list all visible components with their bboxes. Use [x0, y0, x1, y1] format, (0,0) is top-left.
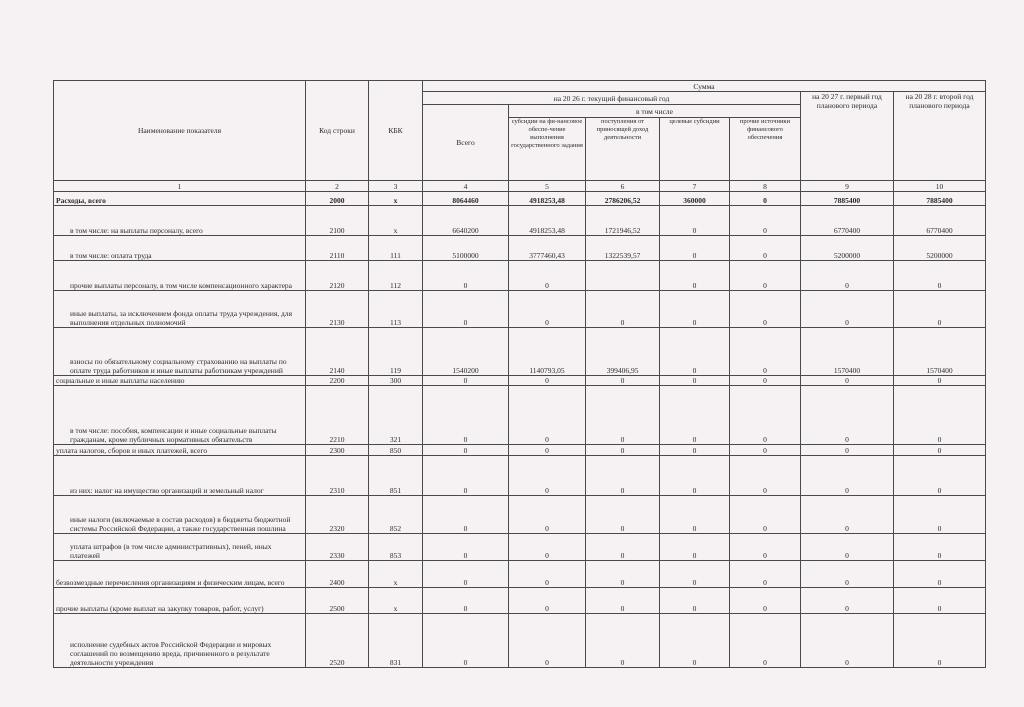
column-number: 6 — [586, 181, 660, 192]
row-kbk: 300 — [369, 376, 423, 386]
row-value: 0 — [660, 328, 730, 376]
row-value: 0 — [894, 445, 986, 456]
row-value: 1140793,05 — [509, 328, 586, 376]
row-value: 0 — [660, 445, 730, 456]
row-value: 1570400 — [894, 328, 986, 376]
row-value: 0 — [801, 561, 894, 588]
row-kbk: 119 — [369, 328, 423, 376]
row-value: 0 — [586, 456, 660, 496]
row-kbk: x — [369, 206, 423, 236]
column-number: 7 — [660, 181, 730, 192]
row-kbk: 853 — [369, 534, 423, 561]
row-name: уплата налогов, сборов и иных платежей, всего — [54, 445, 306, 456]
table-row — [54, 561, 986, 588]
row-value: 6770400 — [894, 206, 986, 236]
column-number: 5 — [509, 181, 586, 192]
column-number: 2 — [306, 181, 369, 192]
header-target-subsidy: целевые субсидии — [660, 118, 730, 181]
row-kbk: 852 — [369, 496, 423, 534]
row-value: 360000 — [660, 192, 730, 206]
row-value: 0 — [801, 386, 894, 445]
row-kbk: 851 — [369, 456, 423, 496]
row-value: 0 — [586, 614, 660, 668]
row-value: 0 — [894, 534, 986, 561]
table-row — [54, 496, 986, 534]
row-value: 6640200 — [423, 206, 509, 236]
row-value: 0 — [660, 261, 730, 291]
row-code: 2120 — [306, 261, 369, 291]
row-value: 0 — [894, 386, 986, 445]
row-value: 0 — [423, 614, 509, 668]
row-value: 0 — [894, 261, 986, 291]
row-code: 2320 — [306, 496, 369, 534]
row-value: 0 — [509, 445, 586, 456]
row-value: 0 — [509, 456, 586, 496]
row-value: 5100000 — [423, 236, 509, 261]
row-value: 7885400 — [801, 192, 894, 206]
header-other-sources: прочие источники финансового обеспечения — [730, 118, 801, 181]
column-number: 8 — [730, 181, 801, 192]
row-value: 0 — [660, 534, 730, 561]
column-number: 4 — [423, 181, 509, 192]
table-row — [54, 534, 986, 561]
row-value: 0 — [423, 588, 509, 614]
row-value: 0 — [730, 614, 801, 668]
row-value: 0 — [801, 496, 894, 534]
row-value: 0 — [586, 376, 660, 386]
row-value: 0 — [509, 496, 586, 534]
row-code: 2100 — [306, 206, 369, 236]
header-subsidy-state-task: субсидии на фи-нансовое обеспе-чение выполнения государственного задания — [509, 118, 586, 181]
row-value: 0 — [586, 534, 660, 561]
row-value: 0 — [660, 561, 730, 588]
row-value: 0 — [660, 206, 730, 236]
row-value: 0 — [801, 534, 894, 561]
row-name: иные налоги (включаемые в состав расходов) в бюджеты бюджетной системы Российской Федерации, а также государственная пошлина — [54, 496, 306, 534]
row-name: взносы по обязательному социальному страхованию на выплаты по оплате труда работников и иные выплаты работникам учреждений — [54, 328, 306, 376]
row-value: 0 — [894, 456, 986, 496]
row-value: 0 — [509, 561, 586, 588]
row-code: 2310 — [306, 456, 369, 496]
row-value: 1540200 — [423, 328, 509, 376]
row-value: 3777460,43 — [509, 236, 586, 261]
row-value: 0 — [586, 445, 660, 456]
row-value: 0 — [730, 496, 801, 534]
table-row — [54, 291, 986, 328]
row-code: 2130 — [306, 291, 369, 328]
row-value: 0 — [801, 261, 894, 291]
row-value: 0 — [509, 588, 586, 614]
table-row — [54, 376, 986, 386]
row-value: 0 — [586, 496, 660, 534]
table-row — [54, 328, 986, 376]
row-value: 8064460 — [423, 192, 509, 206]
header-total: Всего — [423, 105, 509, 181]
row-value: 399406,95 — [586, 328, 660, 376]
row-kbk: 111 — [369, 236, 423, 261]
row-value — [586, 261, 660, 291]
row-value: 0 — [660, 456, 730, 496]
header-kbk: КБК — [369, 81, 423, 181]
table-row — [54, 456, 986, 496]
row-value: 7885400 — [894, 192, 986, 206]
row-value: 0 — [730, 588, 801, 614]
row-value: 0 — [730, 236, 801, 261]
row-name: в том числе: пособия, компенсации и иные социальные выплаты гражданам, кроме публичных нормативных обязательств — [54, 386, 306, 445]
row-value: 0 — [801, 456, 894, 496]
column-numbers-row — [54, 181, 986, 192]
row-value: 0 — [894, 496, 986, 534]
row-code: 2000 — [306, 192, 369, 206]
table-row — [54, 386, 986, 445]
header-including: в том числе — [509, 105, 801, 118]
row-value: 0 — [730, 561, 801, 588]
row-value: 1322539,57 — [586, 236, 660, 261]
row-value: 0 — [509, 261, 586, 291]
row-name: Расходы, всего — [54, 192, 306, 206]
table-row — [54, 261, 986, 291]
row-value: 0 — [660, 236, 730, 261]
row-value: 0 — [660, 376, 730, 386]
row-name: безвозмездные перечисления организациям и физическим лицам, всего — [54, 561, 306, 588]
row-value: 6770400 — [801, 206, 894, 236]
row-value: 0 — [423, 386, 509, 445]
header-sum: Сумма — [423, 81, 986, 92]
row-value: 0 — [730, 534, 801, 561]
row-value: 0 — [801, 376, 894, 386]
header-income-activity: поступления от приносящей доход деятельности — [586, 118, 660, 181]
row-code: 2140 — [306, 328, 369, 376]
row-name: из них: налог на имущество организаций и земельный налог — [54, 456, 306, 496]
row-value: 0 — [509, 291, 586, 328]
row-value: 0 — [801, 588, 894, 614]
row-code: 2210 — [306, 386, 369, 445]
row-value: 0 — [894, 614, 986, 668]
row-value: 0 — [894, 588, 986, 614]
row-value: 0 — [894, 376, 986, 386]
row-value: 0 — [660, 614, 730, 668]
column-number: 3 — [369, 181, 423, 192]
row-value: 0 — [730, 261, 801, 291]
row-kbk: x — [369, 588, 423, 614]
row-value: 0 — [730, 376, 801, 386]
row-value: 0 — [730, 386, 801, 445]
row-value: 0 — [801, 291, 894, 328]
row-value: 0 — [423, 291, 509, 328]
row-code: 2520 — [306, 614, 369, 668]
row-value: 5200000 — [801, 236, 894, 261]
row-name: в том числе: на выплаты персоналу, всего — [54, 206, 306, 236]
row-name: прочие выплаты персоналу, в том числе компенсационного характера — [54, 261, 306, 291]
row-kbk: 112 — [369, 261, 423, 291]
table-row — [54, 614, 986, 668]
row-value: 0 — [509, 386, 586, 445]
header-code: Код строки — [306, 81, 369, 181]
row-name: в том числе: оплата труда — [54, 236, 306, 261]
row-value: 4918253,48 — [509, 192, 586, 206]
row-value: 0 — [509, 534, 586, 561]
row-value: 0 — [423, 261, 509, 291]
row-name: социальные и иные выплаты населению — [54, 376, 306, 386]
row-value: 0 — [423, 534, 509, 561]
row-code: 2300 — [306, 445, 369, 456]
row-value: 0 — [423, 456, 509, 496]
row-value: 0 — [423, 445, 509, 456]
row-value: 0 — [586, 386, 660, 445]
row-value: 0 — [801, 445, 894, 456]
header-year-2028: на 20 28 г. второй год планового периода — [894, 92, 986, 181]
row-value: 5200000 — [894, 236, 986, 261]
row-value: 0 — [730, 456, 801, 496]
row-value: 0 — [660, 588, 730, 614]
table-row — [54, 588, 986, 614]
row-code: 2200 — [306, 376, 369, 386]
row-value: 0 — [730, 206, 801, 236]
row-value: 0 — [509, 376, 586, 386]
row-value: 0 — [730, 291, 801, 328]
row-value: 0 — [586, 561, 660, 588]
header-name: Наименование показателя — [54, 81, 306, 181]
row-value: 1570400 — [801, 328, 894, 376]
row-kbk: x — [369, 192, 423, 206]
column-number: 9 — [801, 181, 894, 192]
row-value: 0 — [894, 561, 986, 588]
row-value: 0 — [660, 496, 730, 534]
row-name: прочие выплаты (кроме выплат на закупку товаров, работ, услуг) — [54, 588, 306, 614]
row-kbk: 113 — [369, 291, 423, 328]
row-value: 0 — [423, 496, 509, 534]
column-number: 1 — [54, 181, 306, 192]
row-code: 2500 — [306, 588, 369, 614]
row-value: 0 — [586, 588, 660, 614]
row-code: 2330 — [306, 534, 369, 561]
column-number: 10 — [894, 181, 986, 192]
row-kbk: 831 — [369, 614, 423, 668]
row-kbk: 850 — [369, 445, 423, 456]
row-name: уплата штрафов (в том числе административных), пеней, иных платежей — [54, 534, 306, 561]
row-value: 0 — [730, 192, 801, 206]
row-kbk: 321 — [369, 386, 423, 445]
table-row — [54, 206, 986, 236]
table-row — [54, 445, 986, 456]
financial-plan-table — [53, 80, 986, 668]
row-value: 2786206,52 — [586, 192, 660, 206]
row-code: 2110 — [306, 236, 369, 261]
row-value: 0 — [423, 561, 509, 588]
row-name: исполнение судебных актов Российской Федерации и мировых соглашений по возмещению вреда, причиненного в результате деятельности учреждения — [54, 614, 306, 668]
table-row — [54, 192, 986, 206]
row-name: иные выплаты, за исключением фонда оплаты труда учреждения, для выполнения отдельных полномочий — [54, 291, 306, 328]
row-value: 0 — [730, 328, 801, 376]
row-value: 0 — [730, 445, 801, 456]
row-code: 2400 — [306, 561, 369, 588]
header-year-2027: на 20 27 г. первый год планового периода — [801, 92, 894, 181]
row-value: 4918253,48 — [509, 206, 586, 236]
header-current-year: на 20 26 г. текущий финансовый год — [423, 92, 801, 105]
row-value: 0 — [660, 386, 730, 445]
row-value: 0 — [423, 376, 509, 386]
table-row — [54, 236, 986, 261]
row-value: 0 — [801, 614, 894, 668]
row-value: 0 — [894, 291, 986, 328]
row-kbk: x — [369, 561, 423, 588]
row-value: 0 — [509, 614, 586, 668]
row-value: 0 — [586, 291, 660, 328]
row-value: 0 — [660, 291, 730, 328]
row-value: 1721946,52 — [586, 206, 660, 236]
